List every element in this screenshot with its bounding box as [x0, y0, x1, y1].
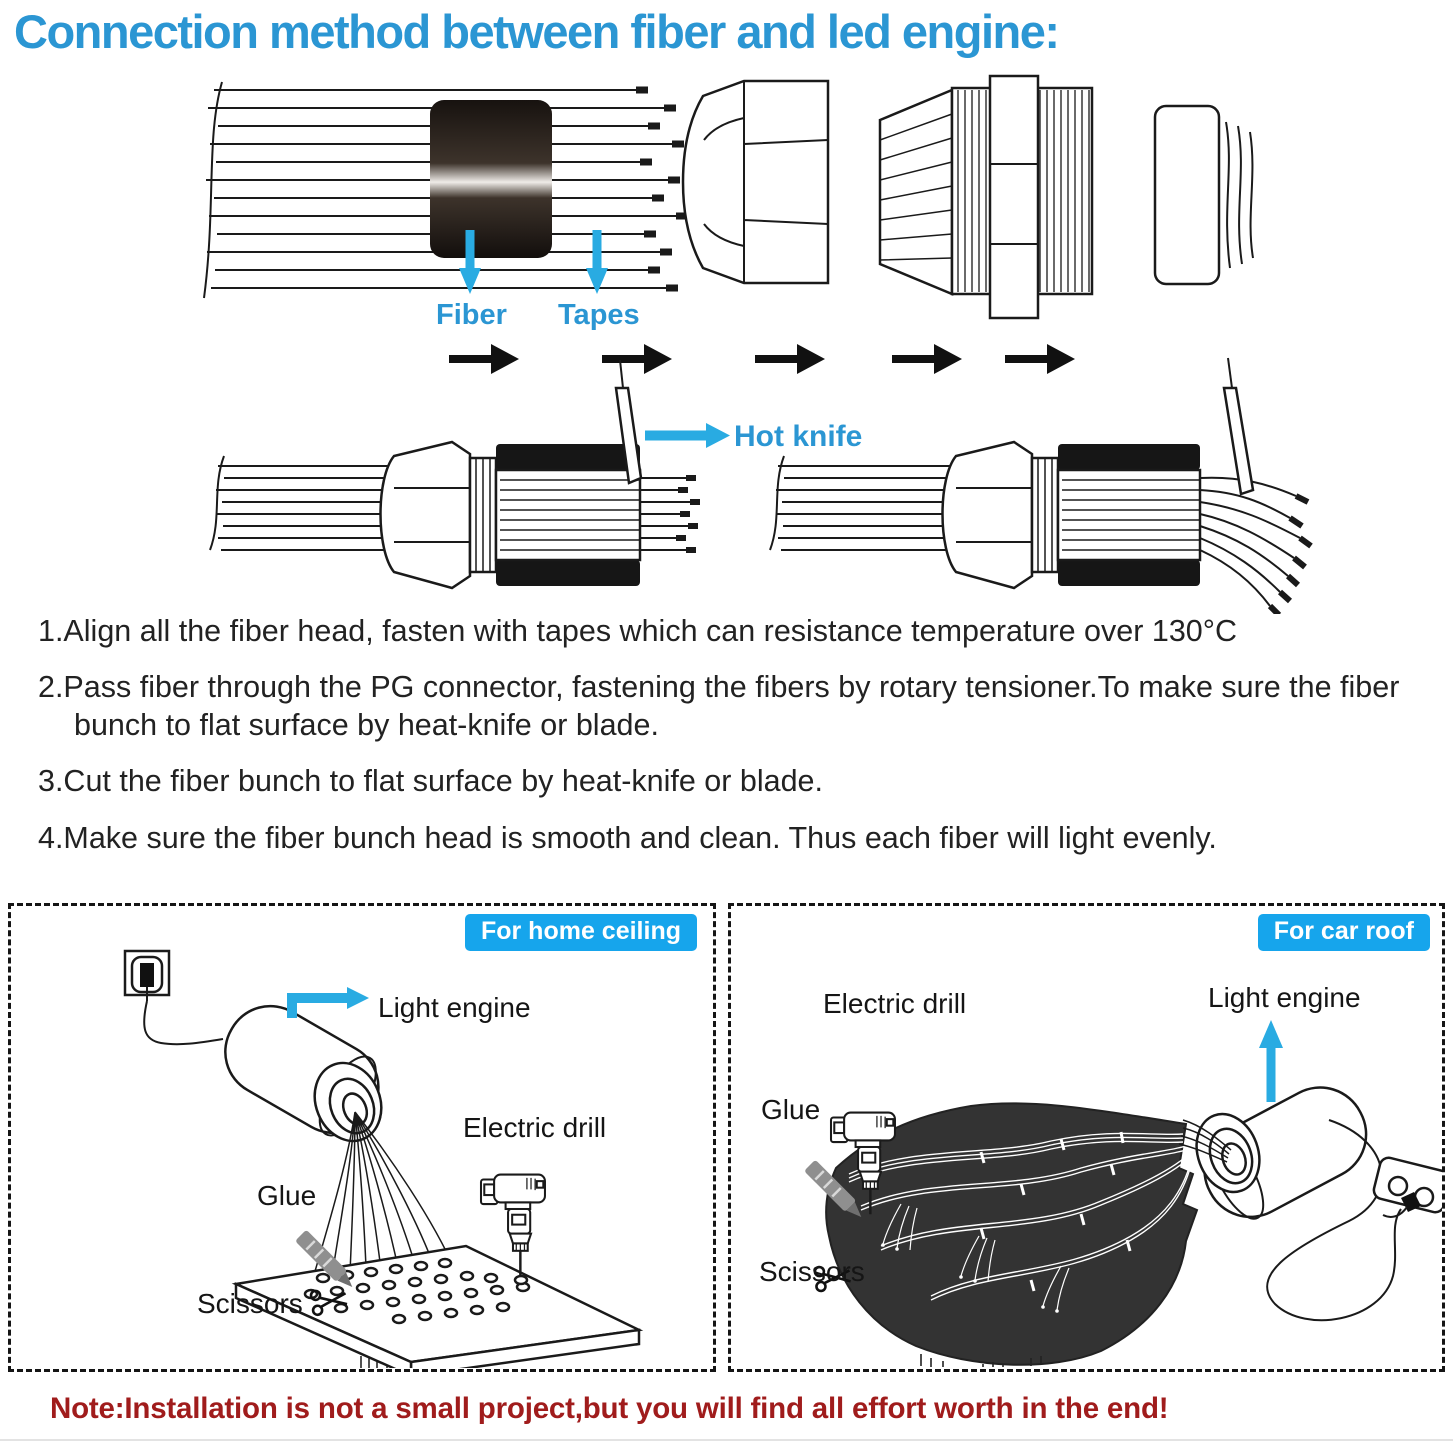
flow-arrows	[449, 344, 1075, 374]
wall-outlet-icon	[125, 951, 169, 1001]
hot-knife-label: Hot knife	[734, 420, 863, 453]
pg-locknut-drawing	[1155, 106, 1253, 284]
light-engine-drawing	[1179, 1072, 1382, 1233]
instruction-step: 3.Cut the fiber bunch to flat surface by heat-knife or blade.	[38, 764, 823, 799]
home-ceiling-panel	[8, 903, 716, 1372]
tape-band	[430, 100, 552, 258]
light-engine-label: Light engine	[1208, 982, 1361, 1013]
car-roof-drawing	[731, 906, 1442, 1368]
fiber-assembly-diagram	[0, 58, 1453, 614]
car-roof-badge: For car roof	[1258, 914, 1430, 951]
bottom-divider	[0, 1439, 1453, 1441]
right-arrow-icon	[645, 423, 730, 448]
car-roof-panel	[728, 903, 1445, 1372]
hot-knife-icon	[1224, 358, 1253, 494]
electric-drill-label: Electric drill	[823, 988, 967, 1019]
glue-label: Glue	[257, 1180, 317, 1211]
pg-gland-drawing	[880, 76, 1092, 318]
instruction-step: 4.Make sure the fiber bunch head is smooth and clean. Thus each fiber will light evenly.	[38, 820, 1217, 855]
light-engine-label: Light engine	[378, 992, 531, 1023]
pg-cap-drawing	[683, 81, 828, 283]
page-title: Connection method between fiber and led engine:	[14, 5, 1059, 58]
up-arrow-icon	[1259, 1020, 1283, 1102]
home-ceiling-drawing	[11, 906, 713, 1368]
assembly-right-drawing	[770, 358, 1311, 614]
scissors-label: Scissors	[759, 1256, 865, 1287]
glue-label: Glue	[761, 1094, 821, 1125]
scissors-label: Scissors	[197, 1288, 303, 1319]
elbow-arrow-icon	[292, 987, 369, 1018]
assembly-left-drawing	[210, 360, 700, 588]
tapes-label: Tapes	[558, 299, 640, 331]
power-cord	[144, 1001, 223, 1044]
fiber-bundle-drawing	[204, 82, 688, 298]
connector-box-drawing	[1372, 1156, 1442, 1217]
electric-drill-label: Electric drill	[463, 1112, 607, 1143]
headliner-drawing	[826, 1103, 1197, 1367]
fiber-label: Fiber	[436, 299, 507, 331]
instruction-step: 1.Align all the fiber head, fasten with tapes which can resistance temperature over 130°C	[38, 614, 1237, 648]
instruction-step: 2.Pass fiber through the PG connector, fastening the fibers by rotary tensioner.To make sure the fiber bunch to flat surface by heat-knife or blade.	[38, 670, 1400, 743]
gland-hex-plate	[990, 76, 1038, 318]
home-ceiling-badge: For home ceiling	[465, 914, 697, 951]
instruction-steps	[38, 612, 1434, 875]
installation-note: Note:Installation is not a small project,but you will find all effort worth in the end!	[50, 1392, 1169, 1425]
